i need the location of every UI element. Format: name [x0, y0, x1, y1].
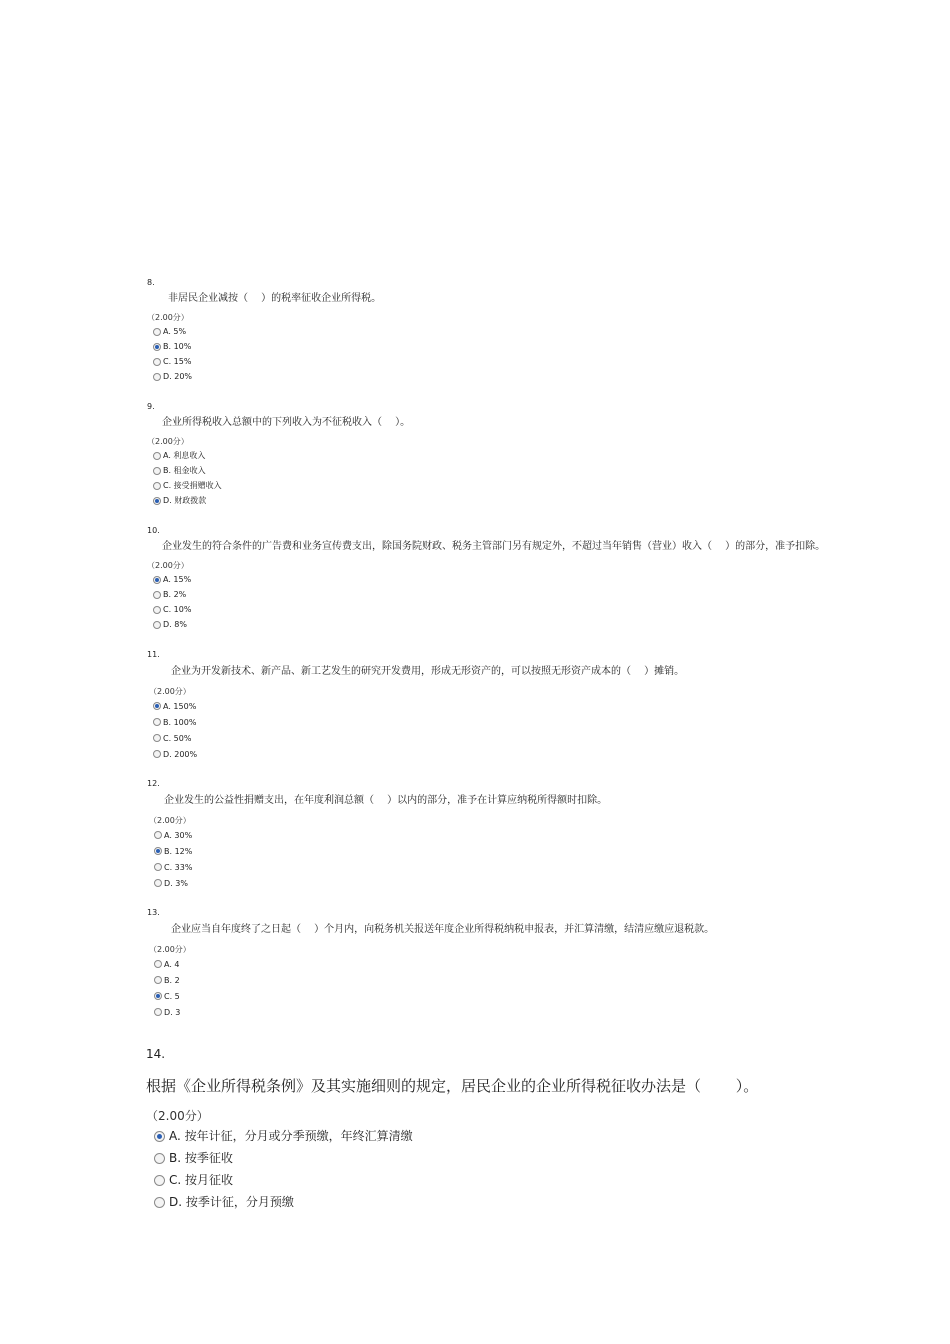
- option-label: B. 100%: [163, 717, 197, 727]
- option-label: D. 按季计征，分月预缴: [169, 1195, 294, 1209]
- radio-button-icon[interactable]: [153, 452, 161, 460]
- question-score: （2.00分）: [147, 313, 189, 322]
- radio-button-icon[interactable]: [153, 328, 161, 336]
- option-a[interactable]: [147, 448, 410, 463]
- question-number: 8.: [147, 278, 155, 287]
- radio-button-selected-icon[interactable]: [154, 847, 162, 855]
- option-label: D. 8%: [163, 620, 187, 629]
- question-score: （2.00分）: [146, 1109, 209, 1123]
- radio-button-selected-icon[interactable]: [153, 576, 161, 584]
- radio-button-icon[interactable]: [153, 734, 161, 742]
- question-number: 14.: [146, 1047, 166, 1061]
- option-a[interactable]: [147, 698, 684, 714]
- question-12: [147, 778, 607, 891]
- question-stem: 企业为开发新技术、新产品、新工艺发生的研究开发费用，形成无形资产的，可以按照无形资产成本的（ ）摊销。: [171, 666, 685, 677]
- option-b[interactable]: [147, 843, 607, 859]
- option-label: C. 33%: [164, 862, 193, 872]
- radio-button-icon[interactable]: [154, 1197, 165, 1208]
- option-a[interactable]: [147, 572, 825, 587]
- option-label: D. 20%: [163, 372, 193, 381]
- radio-button-icon[interactable]: [154, 863, 162, 871]
- option-a[interactable]: [147, 956, 714, 972]
- option-label: B. 按季征收: [169, 1151, 233, 1165]
- question-score: （2.00分）: [149, 816, 191, 825]
- radio-button-selected-icon[interactable]: [153, 497, 161, 505]
- option-label: A. 4: [164, 959, 180, 969]
- option-d[interactable]: [147, 1004, 714, 1020]
- radio-button-icon[interactable]: [153, 467, 161, 475]
- option-b[interactable]: [147, 972, 714, 988]
- question-number: 10.: [147, 526, 160, 535]
- option-d[interactable]: [147, 617, 825, 632]
- option-label: C. 5: [164, 991, 180, 1001]
- option-d[interactable]: [146, 1191, 758, 1213]
- question-stem: 企业应当自年度终了之日起（ ）个月内，向税务机关报送年度企业所得税纳税申报表，并汇算清缴，结清应缴应退税款。: [171, 924, 715, 935]
- option-label: B. 12%: [164, 846, 193, 856]
- radio-button-icon[interactable]: [153, 750, 161, 758]
- option-label: A. 15%: [163, 575, 192, 584]
- question-number: 13.: [147, 908, 160, 917]
- option-b[interactable]: [147, 714, 684, 730]
- option-label: C. 15%: [163, 357, 192, 366]
- question-number: 9.: [147, 402, 155, 411]
- radio-button-icon[interactable]: [153, 591, 161, 599]
- radio-button-icon[interactable]: [154, 960, 162, 968]
- question-score: （2.00分）: [149, 687, 191, 696]
- radio-button-selected-icon[interactable]: [154, 992, 162, 1000]
- option-d[interactable]: [147, 746, 684, 762]
- radio-button-icon[interactable]: [153, 621, 161, 629]
- option-label: A. 按年计征，分月或分季预缴，年终汇算清缴: [169, 1129, 413, 1143]
- option-b[interactable]: [147, 463, 410, 478]
- option-label: A. 利息收入: [163, 451, 206, 460]
- option-label: A. 30%: [164, 830, 193, 840]
- question-8: [147, 277, 381, 384]
- option-label: C. 接受捐赠收入: [163, 481, 222, 490]
- question-14: [146, 1045, 758, 1213]
- question-number: 11.: [147, 650, 160, 659]
- radio-button-icon[interactable]: [153, 718, 161, 726]
- radio-button-selected-icon[interactable]: [153, 343, 161, 351]
- option-label: C. 50%: [163, 733, 192, 743]
- question-10: [147, 525, 825, 632]
- option-c[interactable]: [147, 730, 684, 746]
- option-c[interactable]: [147, 859, 607, 875]
- question-score: （2.00分）: [147, 561, 189, 570]
- radio-button-icon[interactable]: [153, 482, 161, 490]
- option-c[interactable]: [147, 988, 714, 1004]
- radio-button-icon[interactable]: [154, 831, 162, 839]
- question-stem: 企业发生的符合条件的广告费和业务宣传费支出，除国务院财政、税务主管部门另有规定外，不超过当年销售（营业）收入（ ）的部分，准予扣除。: [162, 541, 826, 552]
- radio-button-selected-icon[interactable]: [154, 1131, 165, 1142]
- radio-button-icon[interactable]: [153, 358, 161, 366]
- question-stem: 企业发生的公益性捐赠支出，在年度利润总额（ ）以内的部分，准予在计算应纳税所得额时扣除。: [164, 795, 608, 806]
- option-b[interactable]: [146, 1147, 758, 1169]
- option-d[interactable]: [147, 493, 410, 508]
- option-label: C. 按月征收: [169, 1173, 234, 1187]
- option-label: B. 2%: [163, 590, 187, 599]
- option-a[interactable]: [146, 1125, 758, 1147]
- radio-button-selected-icon[interactable]: [153, 702, 161, 710]
- option-c[interactable]: [147, 354, 381, 369]
- question-13: [147, 907, 714, 1020]
- radio-button-icon[interactable]: [154, 1008, 162, 1016]
- radio-button-icon[interactable]: [154, 1153, 165, 1164]
- option-b[interactable]: [147, 587, 825, 602]
- option-c[interactable]: [146, 1169, 758, 1191]
- question-11: [147, 649, 684, 762]
- question-score: （2.00分）: [147, 437, 189, 446]
- question-number: 12.: [147, 779, 160, 788]
- option-label: D. 3: [164, 1007, 181, 1017]
- option-a[interactable]: [147, 827, 607, 843]
- option-label: B. 10%: [163, 342, 192, 351]
- option-label: D. 3%: [164, 878, 188, 888]
- option-d[interactable]: [147, 369, 381, 384]
- option-label: B. 2: [164, 975, 180, 985]
- question-9: [147, 401, 410, 508]
- option-label: A. 150%: [163, 701, 197, 711]
- option-b[interactable]: [147, 339, 381, 354]
- option-label: C. 10%: [163, 605, 192, 614]
- option-label: D. 200%: [163, 749, 198, 759]
- radio-button-icon[interactable]: [153, 373, 161, 381]
- question-score: （2.00分）: [149, 945, 191, 954]
- option-d[interactable]: [147, 875, 607, 891]
- question-stem: 企业所得税收入总额中的下列收入为不征税收入（ ）。: [162, 417, 411, 428]
- radio-button-icon[interactable]: [154, 879, 162, 887]
- option-label: D. 财政拨款: [163, 496, 207, 505]
- question-stem: 根据《企业所得税条例》及其实施细则的规定，居民企业的企业所得税征收办法是（ ）。: [146, 1077, 759, 1095]
- option-c[interactable]: [147, 602, 825, 617]
- radio-button-icon[interactable]: [154, 976, 162, 984]
- radio-button-icon[interactable]: [153, 606, 161, 614]
- option-label: A. 5%: [163, 327, 187, 336]
- option-a[interactable]: [147, 324, 381, 339]
- radio-button-icon[interactable]: [154, 1175, 165, 1186]
- question-stem: 非居民企业减按（ ）的税率征收企业所得税。: [168, 293, 382, 304]
- option-label: B. 租金收入: [163, 466, 206, 475]
- option-c[interactable]: [147, 478, 410, 493]
